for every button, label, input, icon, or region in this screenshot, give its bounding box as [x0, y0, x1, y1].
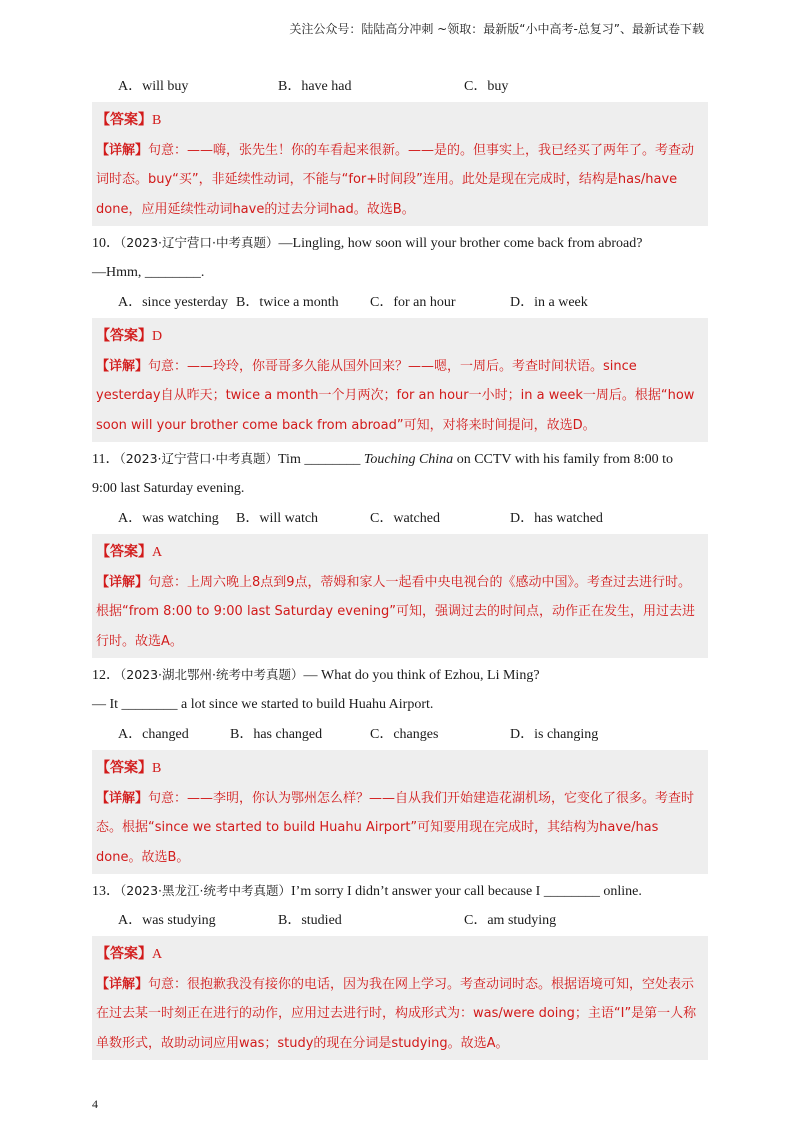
page-number: 4 — [92, 1097, 98, 1111]
q13-options — [92, 906, 708, 936]
q12-option-a: A．changed — [118, 727, 189, 742]
q11-solution — [92, 534, 708, 658]
q9-option-c: C．buy — [464, 79, 509, 94]
q9-options — [92, 72, 708, 102]
q9-option-b: B．have had — [278, 79, 352, 94]
q10-option-c: C．for an hour — [370, 295, 456, 310]
q9-solution — [92, 102, 708, 226]
q10-stem-line2: —Hmm, ________. — [92, 265, 205, 280]
q10-solution — [92, 318, 708, 442]
q12-option-d: D．is changing — [510, 727, 599, 742]
q12-stem: 12．（2023·湖北鄂州·统考中考真题）— What do you think of Ezhou, Li Ming? — [92, 667, 540, 683]
q10-answer: 【答案】D — [96, 329, 163, 344]
q12-options — [92, 720, 708, 750]
q11-stem: 11．（2023·辽宁营口·中考真题）Tim ________ Touching China on CCTV with his family from 8:00 to — [92, 451, 674, 467]
q12-answer: 【答案】B — [96, 761, 162, 776]
q12-stem-line2: — It ________ a lot since we started to build Huahu Airport. — [92, 697, 434, 712]
q11-options — [92, 504, 708, 534]
q11-option-c: C．watched — [370, 511, 440, 526]
q13-stem: 13．（2023·黑龙江·统考中考真题）I’m sorry I didn’t answer your call because I ________ online. — [92, 883, 642, 899]
q13-explanation: 【详解】句意：很抱歉我没有接你的电话，因为我在网上学习。考查动词时态。根据语境可知，空处表示在过去某一时刻正在进行的动作，应用过去进行时，构成形式为：was/were doing；主语“I”是第一人称单数形式，故助动词应用was；study的现在分词是studying。故选A。 — [96, 976, 697, 1051]
q12-option-c: C．changes — [370, 727, 439, 742]
q12-option-b: B．has changed — [230, 727, 323, 742]
q11-option-d: D．has watched — [510, 511, 603, 526]
q13-option-c: C．am studying — [464, 913, 557, 928]
q10-stem: 10．（2023·辽宁营口·中考真题）—Lingling, how soon will your brother come back from abroad? — [92, 235, 643, 251]
q13-answer: 【答案】A — [96, 947, 163, 962]
q9-option-a: A．will buy — [118, 79, 189, 94]
q12-solution — [92, 750, 708, 874]
page-header: 关注公众号：陆陆高分冲刺 ~领取：最新版“小中高考-总复习”、最新试卷下载 — [289, 22, 704, 36]
content — [92, 72, 708, 1062]
q11-answer: 【答案】A — [96, 545, 163, 560]
q11-stem-line2: 9:00 last Saturday evening. — [92, 481, 245, 496]
q12-explanation: 【详解】句意：——李明，你认为鄂州怎么样？——自从我们开始建造花湖机场，它变化了很多。考查时态。根据“since we started to build Huahu Airport”可知要用现在完成时，其结构为have/has done。故选B。 — [96, 790, 695, 865]
q9-explanation: 【详解】句意：——嗨，张先生！你的车看起来很新。——是的。但事实上，我已经买了两年了。考查动词时态。buy“买”，非延续性动词，不能与“for+时间段”连用。此处是现在完成时，结构是has/have done，应用延续性动词have的过去分词had。故选B。 — [96, 142, 695, 217]
q10-options — [92, 288, 708, 318]
q10-explanation: 【详解】句意：——玲玲，你哥哥多久能从国外回来？——嗯，一周后。考查时间状语。since yesterday自从昨天；twice a month一个月两次；for an hour一小时；in a week一周后。根据“how soon will your brother come back from abroad”可知，对将来时间提问，故选D。 — [96, 358, 695, 433]
q10-option-b: B．twice a month — [236, 295, 339, 310]
q13-option-a: A．was studying — [118, 913, 216, 928]
q11-option-a: A．was watching — [118, 511, 219, 526]
q9-answer: 【答案】B — [96, 113, 162, 128]
q11-explanation: 【详解】句意：上周六晚上8点到9点，蒂姆和家人一起看中央电视台的《感动中国》。考查过去进行时。根据“from 8:00 to 9:00 last Saturday evening”可知，强调过去的时间点，动作正在发生，用过去进行时。故选A。 — [96, 574, 696, 649]
q10-option-a: A．since yesterday — [118, 295, 229, 310]
q13-solution — [92, 936, 708, 1060]
q11-option-b: B．will watch — [236, 511, 319, 526]
q10-option-d: D．in a week — [510, 295, 588, 310]
q13-option-b: B．studied — [278, 913, 342, 928]
